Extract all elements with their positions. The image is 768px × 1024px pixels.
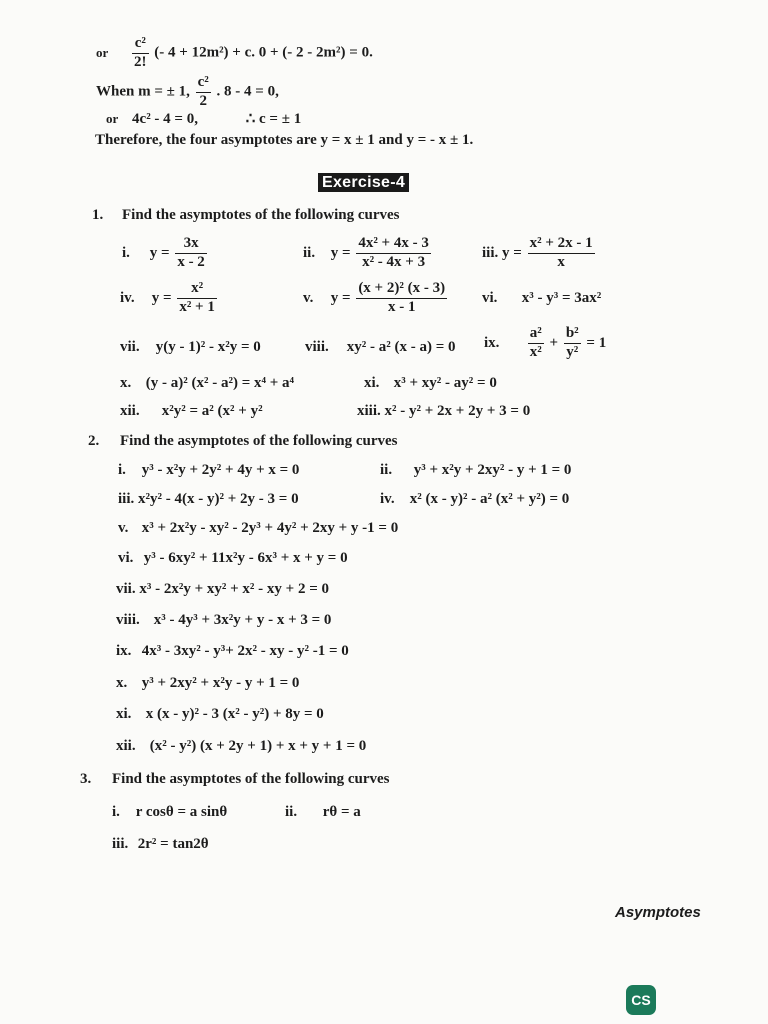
q1-heading: Find the asymptotes of the following curves (122, 207, 400, 223)
q1-item-vi: vi. x³ - y³ = 3ax² (482, 290, 602, 306)
intro-line-2 (96, 75, 279, 110)
q3-heading: Find the asymptotes of the following curves (112, 771, 390, 787)
q1-ii-fraction: $\frac{\text{4x² + 4x - 3}}{\text{x² - 4x + 3}}$ (358, 235, 429, 270)
q2-item-viii: viii. x³ - 4y³ + 3x²y + y - x + 3 = 0 (116, 612, 332, 628)
q2-item-i: i. y³ - x²y + 2y² + 4y + x = 0 (118, 462, 300, 478)
intro-line-3-eq: 4c² - 4 = 0, (132, 111, 198, 127)
q2-item-vii: vii. x³ - 2x²y + xy² + x² - xy + 2 = 0 (116, 581, 330, 597)
fraction-c2-over-2factorial: $\frac{\text{c²}}{2!}$ (134, 35, 147, 70)
q1-item-viii: viii. xy² - a² (x - a) = 0 (305, 339, 456, 355)
q2-item-vi: vi. y³ - 6xy² + 11x²y - 6x³ + x + y = 0 (118, 550, 348, 566)
q1-item-vii: vii. y(y - 1)² - x²y = 0 (120, 339, 261, 355)
q1-item-xi: xi. x³ + xy² - ay² = 0 (364, 375, 497, 391)
q1-item-i: i. y = $\frac{3x}{x - 2}$ (122, 235, 205, 270)
q1-item-xii: xii. x²y² = a² (x² + y² (120, 403, 263, 419)
q2-item-iv: iv. x² (x - y)² - a² (x² + y²) = 0 (380, 491, 570, 507)
q2-item-iii: iii. x²y² - 4(x - y)² + 2y - 3 = 0 (118, 491, 299, 507)
intro-line-3 (106, 112, 301, 127)
q1-item-ii: ii. y = $\frac{\text{4x² + 4x - 3}}{\text{x² - 4x + 3}}$ (303, 235, 429, 270)
q1-iii-fraction: $\frac{\text{x² + 2x - 1}}{x}$ (529, 235, 593, 270)
camscanner-logo-icon: CS (626, 985, 656, 1015)
q1-v-fraction: $\frac{\text{(x + 2)² (x - 3)}}{x - 1}$ (358, 280, 446, 315)
q1-item-xiii: xiii. x² - y² + 2x + 2y + 3 = 0 (357, 403, 531, 419)
intro-line-2-prefix: When m = ± 1, (96, 83, 190, 100)
q1-item-iv: iv. y = $\frac{\text{x²}}{\text{x² + 1}}$ (120, 280, 215, 315)
q1-iv-fraction: $\frac{\text{x²}}{\text{x² + 1}}$ (179, 280, 215, 315)
q3-item-ii: ii. rθ = a (285, 804, 361, 820)
intro-line-1 (96, 36, 373, 71)
q2-item-ii: ii. y³ + x²y + 2xy² - y + 1 = 0 (380, 462, 572, 478)
q2-item-v: v. x³ + 2x²y - xy² - 2y³ + 4y² + 2xy + y -1 = 0 (118, 520, 399, 536)
fraction-c2-over-2: $\frac{\text{c²}}{2}$ (197, 74, 209, 109)
q1-item-v: v. y = $\frac{\text{(x + 2)² (x - 3)}}{x - 1}$ (303, 280, 446, 315)
q3-item-iii: iii. 2r² = tan2θ (112, 836, 209, 852)
intro-line-1-rest: (- 4 + 12m²) + c. 0 + (- 2 - 2m²) = 0. (154, 44, 373, 61)
intro-line-4: Therefore, the four asymptotes are y = x ± 1 and y = - x ± 1. (95, 132, 474, 148)
or-word: or (96, 44, 109, 60)
q1-i-fraction: $\frac{3x}{x - 2}$ (177, 235, 205, 270)
footer-chapter-title: Asymptotes (615, 904, 701, 921)
q3-number: 3. (80, 771, 92, 787)
intro-line-3-therefore: ∴ c = ± 1 (245, 111, 302, 127)
q2-number: 2. (88, 433, 100, 449)
q2-item-x: x. y³ + 2xy² + x²y - y + 1 = 0 (116, 675, 300, 691)
intro-line-2-rest: . 8 - 4 = 0, (216, 83, 279, 100)
q1-item-x: x. (y - a)² (x² - a²) = x⁴ + a⁴ (120, 375, 295, 391)
q2-item-ix: ix. 4x³ - 3xy² - y³+ 2x² - xy - y² -1 = 0 (116, 643, 349, 659)
q3-item-i: i. r cosθ = a sinθ (112, 804, 228, 820)
q1-number: 1. (92, 207, 104, 223)
or-word: or (106, 111, 119, 126)
q2-heading: Find the asymptotes of the following curves (120, 433, 398, 449)
q1-item-iii: iii. y = $\frac{\text{x² + 2x - 1}}{x}$ (482, 235, 593, 270)
q2-item-xi: xi. x (x - y)² - 3 (x² - y²) + 8y = 0 (116, 706, 324, 722)
q1-item-ix: ix. $\frac{\text{a²}}{\text{x²}}$ + $\frac{\text{b²}}{\text{y²}}$ = 1 (484, 325, 607, 360)
exercise-title: Exercise-4 (318, 174, 409, 192)
q2-item-xii: xii. (x² - y²) (x + 2y + 1) + x + y + 1 = 0 (116, 738, 367, 754)
